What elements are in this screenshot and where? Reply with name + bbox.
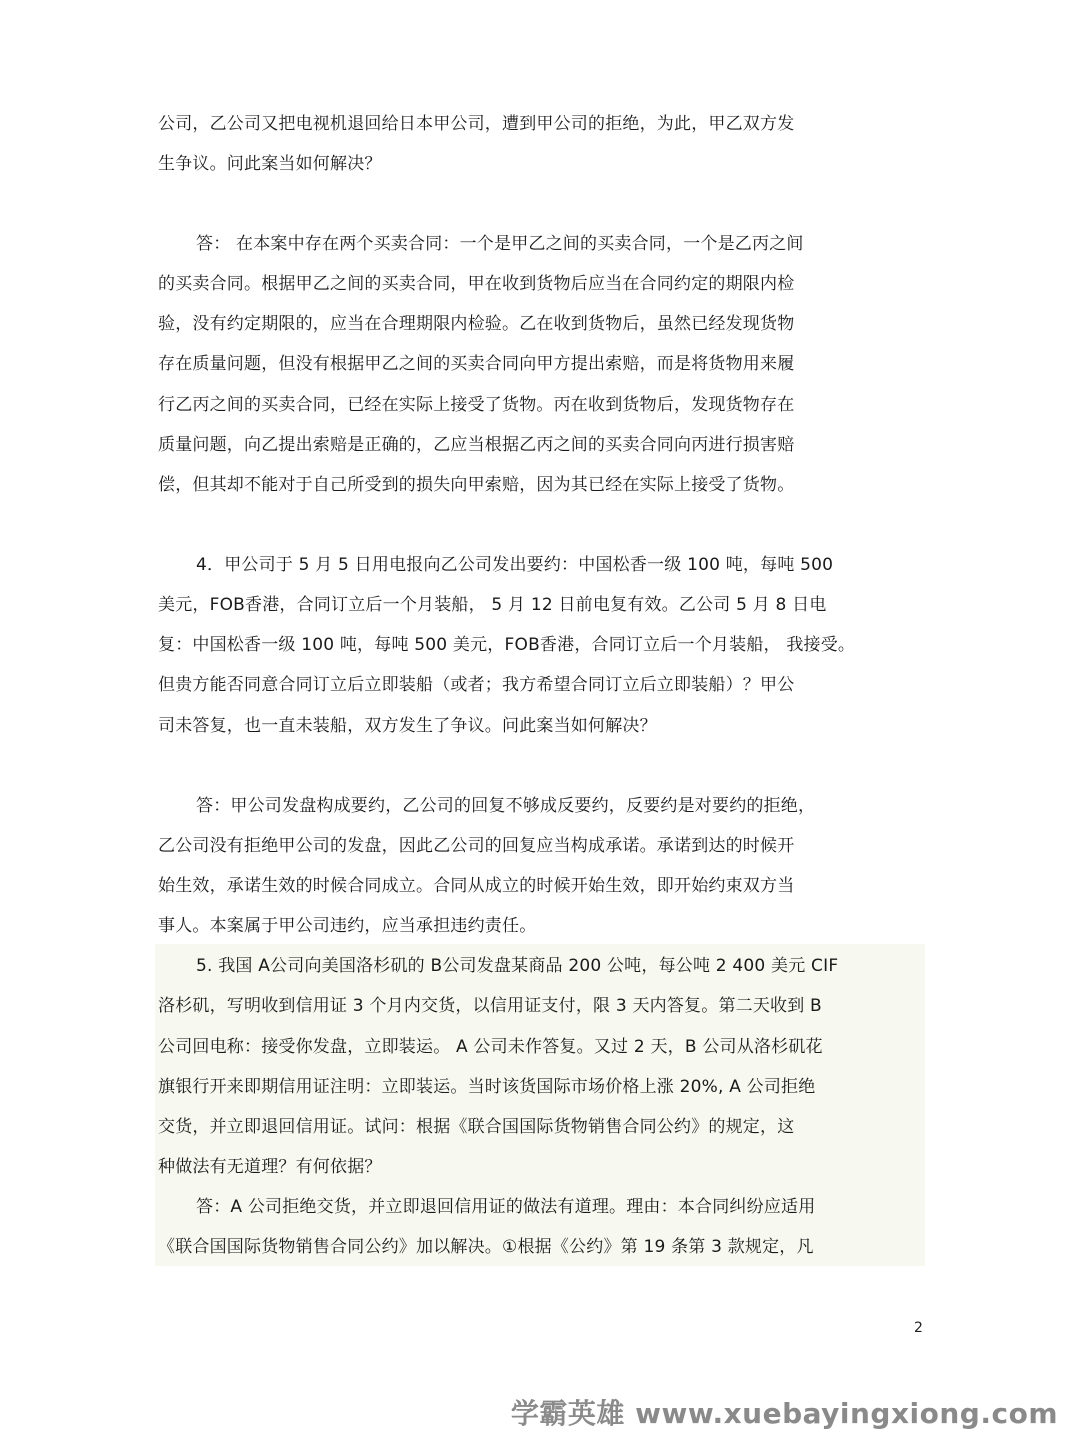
text-line: 《联合国国际货物销售合同公约》加以解决。①根据《公约》第 19 条第 3 款规定，凡 bbox=[158, 1237, 814, 1257]
text-line: 但贵方能否同意合同订立后立即装船（或者；我方希望合同订立后立即装船）？甲公 bbox=[158, 675, 795, 695]
text-line: 种做法有无道理？有何依据？ bbox=[158, 1157, 382, 1177]
watermark: 学霸英雄 www.xuebayingxiong.com bbox=[510, 1397, 1058, 1430]
text-line: 存在质量问题，但没有根据甲乙之间的买卖合同向甲方提出索赔，而是将货物用来履 bbox=[158, 354, 795, 374]
text-line: 4．甲公司于 5 月 5 日用电报向乙公司发出要约：中国松香一级 100 吨，每吨 500 bbox=[196, 555, 834, 575]
page-number: 2 bbox=[914, 1320, 923, 1336]
text-line: 验，没有约定期限的，应当在合理期限内检验。乙在收到货物后，虽然已经发现货物 bbox=[158, 314, 795, 334]
text-line: 答：A 公司拒绝交货，并立即退回信用证的做法有道理。理由：本合同纠纷应适用 bbox=[196, 1197, 816, 1217]
text-line: 司未答复，也一直未装船，双方发生了争议。问此案当如何解决？ bbox=[158, 716, 657, 736]
text-line: 生争议。问此案当如何解决？ bbox=[158, 154, 382, 174]
text-line: 旗银行开来即期信用证注明：立即装运。当时该货国际市场价格上涨 20%, A 公司拒绝 bbox=[158, 1077, 816, 1097]
text-line: 的买卖合同。根据甲乙之间的买卖合同，甲在收到货物后应当在合同约定的期限内检 bbox=[158, 274, 795, 294]
text-line: 答： 在本案中存在两个买卖合同：一个是甲乙之间的买卖合同，一个是乙丙之间 bbox=[196, 234, 804, 254]
text-line: 美元，FOB香港，合同订立后一个月装船， 5 月 12 日前电复有效。乙公司 5 月 8 日电 bbox=[158, 595, 827, 615]
text-line: 行乙丙之间的买卖合同，已经在实际上接受了货物。丙在收到货物后，发现货物存在 bbox=[158, 395, 795, 415]
text-line: 质量问题，向乙提出索赔是正确的，乙应当根据乙丙之间的买卖合同向丙进行损害赔 bbox=[158, 435, 795, 455]
text-line: 事人。本案属于甲公司违约，应当承担违约责任。 bbox=[158, 916, 537, 936]
text-line: 交货，并立即退回信用证。试问：根据《联合国国际货物销售合同公约》的规定，这 bbox=[158, 1117, 795, 1137]
text-line: 偿，但其却不能对于自己所受到的损失向甲索赔，因为其已经在实际上接受了货物。 bbox=[158, 475, 795, 495]
text-line: 复：中国松香一级 100 吨，每吨 500 美元，FOB香港，合同订立后一个月装船， 我接受。 bbox=[158, 635, 856, 655]
text-line: 公司，乙公司又把电视机退回给日本甲公司，遭到甲公司的拒绝，为此，甲乙双方发 bbox=[158, 114, 795, 134]
text-line: 答：甲公司发盘构成要约，乙公司的回复不够成反要约，反要约是对要约的拒绝， bbox=[196, 796, 816, 816]
text-line: 始生效，承诺生效的时候合同成立。合同从成立的时候开始生效，即开始约束双方当 bbox=[158, 876, 795, 896]
text-line: 公司回电称：接受你发盘，立即装运。 A 公司未作答复。又过 2 天，B 公司从洛杉矶花 bbox=[158, 1037, 823, 1057]
text-line: 乙公司没有拒绝甲公司的发盘，因此乙公司的回复应当构成承诺。承诺到达的时候开 bbox=[158, 836, 795, 856]
text-line: 5. 我国 A公司向美国洛杉矶的 B公司发盘某商品 200 公吨，每公吨 2 400 美元 CIF bbox=[196, 956, 839, 976]
text-line: 洛杉矶，写明收到信用证 3 个月内交货，以信用证支付，限 3 天内答复。第二天收到 B bbox=[158, 996, 822, 1016]
